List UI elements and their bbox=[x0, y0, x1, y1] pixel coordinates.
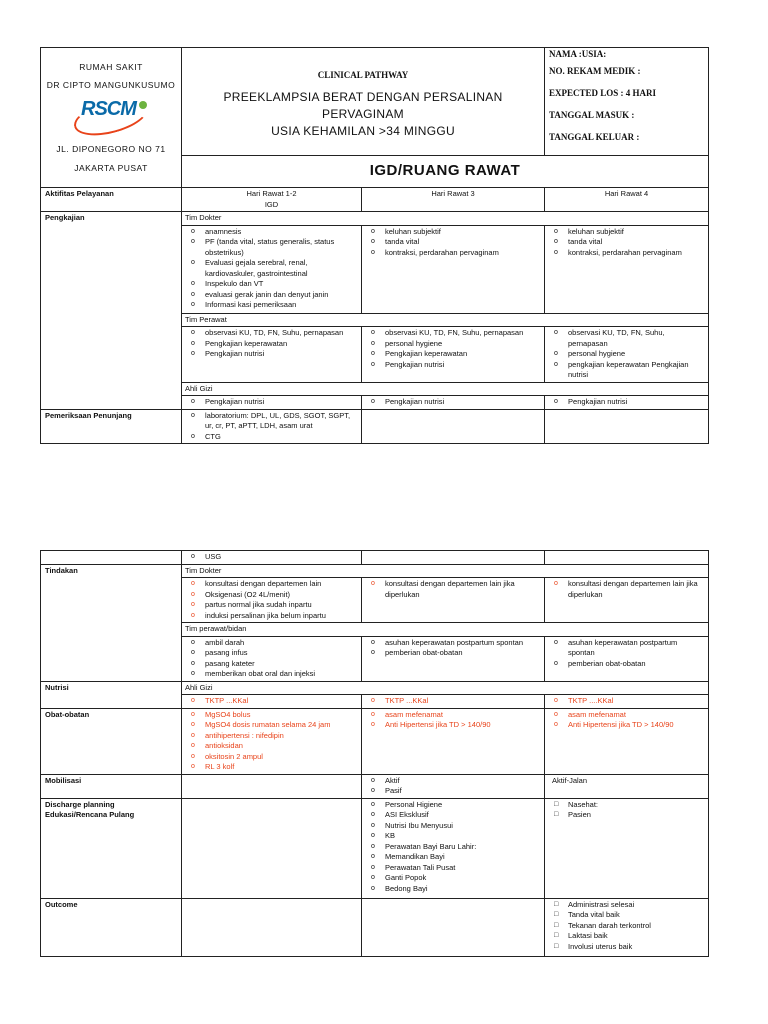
list-item: o Pengkajian nutrisi bbox=[365, 360, 541, 371]
patient-info-block bbox=[545, 48, 709, 156]
pengkajian-dokter-label: Tim Dokter bbox=[182, 212, 709, 226]
list-item: o Anti Hipertensi jika TD > 140/90 bbox=[548, 720, 705, 731]
list-item: o Pengkajian keperawatan bbox=[365, 349, 541, 360]
list-item: o anamnesis bbox=[185, 227, 358, 238]
row-label-discharge: Discharge planning Edukasi/Rencana Pulang bbox=[41, 798, 182, 898]
list-item: o observasi KU, TD, FN, Suhu, pernapasan bbox=[548, 328, 705, 349]
list-item: □ Tekanan darah terkontrol bbox=[548, 921, 705, 932]
tindakan-dokter-d12 bbox=[182, 578, 362, 623]
list-item: o observasi KU, TD, FN, Suhu, pernapasan bbox=[365, 328, 541, 339]
list-item: o partus normal jika sudah inpartu bbox=[185, 600, 358, 611]
list-item: o Aktif bbox=[365, 776, 541, 787]
list-item: o pemberian obat-obatan bbox=[548, 659, 705, 670]
list-item: □ Administrasi selesai bbox=[548, 900, 705, 911]
penunjang-d12 bbox=[182, 409, 362, 444]
list-item: o pasang infus bbox=[185, 648, 358, 659]
title-block bbox=[182, 48, 545, 156]
list-item: □ Tanda vital baik bbox=[548, 910, 705, 921]
list-item: o keluhan subjektif bbox=[548, 227, 705, 238]
pengkajian-dokter-d3 bbox=[362, 225, 545, 313]
list-item: o kontraksi, perdarahan pervaginam bbox=[365, 248, 541, 259]
list-item: o konsultasi dengan departemen lain jika diperlukan bbox=[365, 579, 541, 600]
list-item: o Informasi kasi pemeriksaan bbox=[185, 300, 358, 311]
list-item: o Perawatan Bayi Baru Lahir: bbox=[365, 842, 541, 853]
logo-dot-icon bbox=[139, 101, 147, 109]
list-item: o Inspekulo dan VT bbox=[185, 279, 358, 290]
list-item: □ Involusi uterus baik bbox=[548, 942, 705, 953]
list-item: o Pengkajian keperawatan bbox=[185, 339, 358, 350]
tindakan-dokter-d4 bbox=[545, 578, 709, 623]
list-item: o keluhan subjektif bbox=[365, 227, 541, 238]
penunjang-cont-d4 bbox=[545, 551, 709, 565]
list-item: o personal hygiene bbox=[365, 339, 541, 350]
list-item: o antihipertensi : nifedipin bbox=[185, 731, 358, 742]
list-item: o tanda vital bbox=[548, 237, 705, 248]
address-2: JAKARTA PUSAT bbox=[74, 162, 148, 173]
pengkajian-dokter-d4 bbox=[545, 225, 709, 313]
list-item: o ambil darah bbox=[185, 638, 358, 649]
list-item: o laboratorium: DPL, UL, GDS, SGOT, SGPT, ur, cr, PT, aPTT, LDH, asam urat bbox=[185, 411, 358, 432]
list-item: o induksi persalinan jika belum inpartu bbox=[185, 611, 358, 622]
list-item: □ Pasien bbox=[548, 810, 705, 821]
penunjang-cont-d3 bbox=[362, 551, 545, 565]
list-item: o observasi KU, TD, FN, Suhu, pernapasan bbox=[185, 328, 358, 339]
list-item: o CTG bbox=[185, 432, 358, 443]
pengkajian-perawat-d12 bbox=[182, 327, 362, 383]
list-item: o Ganti Popok bbox=[365, 873, 541, 884]
penunjang-cont-d12: o USG bbox=[182, 551, 362, 565]
list-item: □ Nasehat: bbox=[548, 800, 705, 811]
list-item: o pengkajian keperawatan Pengkajian nutrisi bbox=[548, 360, 705, 381]
location-title: IGD/RUANG RAWAT bbox=[182, 156, 709, 188]
list-item: o asuhan keperawatan postpartum spontan bbox=[365, 638, 541, 649]
tindakan-perawat-d3 bbox=[362, 636, 545, 681]
pengkajian-gizi-label: Ahli Gizi bbox=[182, 382, 709, 396]
pathway-table-page-2 bbox=[40, 550, 709, 957]
clinical-pathway-label: CLINICAL PATHWAY bbox=[317, 70, 409, 81]
list-item: o Nutrisi Ibu Menyusui bbox=[365, 821, 541, 832]
list-item: o Pengkajian nutrisi bbox=[185, 349, 358, 360]
col-day3: Hari Rawat 3 bbox=[362, 188, 545, 212]
list-item: o pasang kateter bbox=[185, 659, 358, 670]
list-item: o ASI Eksklusif bbox=[365, 810, 541, 821]
list-item: o konsultasi dengan departemen lain jika diperlukan bbox=[548, 579, 705, 600]
row-label-pengkajian: Pengkajian bbox=[41, 212, 182, 410]
list-item: o Anti Hipertensi jika TD > 140/90 bbox=[365, 720, 541, 731]
list-item: o personal hygiene bbox=[548, 349, 705, 360]
obat-d12 bbox=[182, 708, 362, 774]
pengkajian-perawat-label: Tim Perawat bbox=[182, 313, 709, 327]
col-activity: Aktifitas Pelayanan bbox=[41, 188, 182, 212]
penunjang-d3 bbox=[362, 409, 545, 444]
discharge-d3 bbox=[362, 798, 545, 898]
list-item: o asam mefenamat bbox=[365, 710, 541, 721]
tindakan-dokter-d3 bbox=[362, 578, 545, 623]
penunjang-cont-label bbox=[41, 551, 182, 565]
tindakan-perawat-d4 bbox=[545, 636, 709, 681]
list-item: o MgSO4 dosis rumatan selama 24 jam bbox=[185, 720, 358, 731]
pengkajian-gizi-d12: o Pengkajian nutrisi bbox=[182, 396, 362, 410]
nutrisi-d12: o TKTP ...KKal bbox=[182, 695, 362, 709]
row-label-penunjang: Pemeriksaan Penunjang bbox=[41, 409, 182, 444]
list-item: o tanda vital bbox=[365, 237, 541, 248]
mobilisasi-d12 bbox=[182, 774, 362, 798]
list-item: o memberikan obat oral dan injeksi bbox=[185, 669, 358, 680]
col-day4: Hari Rawat 4 bbox=[545, 188, 709, 212]
outcome-d4 bbox=[545, 898, 709, 956]
list-item: o Memandikan Bayi bbox=[365, 852, 541, 863]
list-item: o kontraksi, perdarahan pervaginam bbox=[548, 248, 705, 259]
list-item: o Bedong Bayi bbox=[365, 884, 541, 895]
list-item: o oksitosin 2 ampul bbox=[185, 752, 358, 763]
list-item: o Personal Higiene bbox=[365, 800, 541, 811]
list-item: o Evaluasi gejala serebral, renal, kardiovaskuler, gastrointestinal bbox=[185, 258, 358, 279]
list-item: o Perawatan Tali Pusat bbox=[365, 863, 541, 874]
pathway-table-page-1 bbox=[40, 47, 709, 444]
list-item: o RL 3 kolf bbox=[185, 762, 358, 773]
address-1: JL. DIPONEGORO NO 71 bbox=[56, 144, 166, 155]
title-line-2: PERVAGINAM bbox=[322, 106, 404, 121]
info-rekam-medik: NO. REKAM MEDIK : bbox=[549, 66, 641, 76]
list-item: o antioksidan bbox=[185, 741, 358, 752]
nutrisi-d3: o TKTP ...KKal bbox=[362, 695, 545, 709]
penunjang-d4 bbox=[545, 409, 709, 444]
discharge-d12 bbox=[182, 798, 362, 898]
list-item: o MgSO4 bolus bbox=[185, 710, 358, 721]
list-item: o Pasif bbox=[365, 786, 541, 797]
row-label-obat: Obat-obatan bbox=[41, 708, 182, 774]
list-item: o Oksigenasi (O2 4L/menit) bbox=[185, 590, 358, 601]
title-line-3: USIA KEHAMILAN >34 MINGGU bbox=[271, 123, 455, 138]
hospital-name-2: DR CIPTO MANGUNKUSUMO bbox=[46, 80, 176, 91]
pengkajian-perawat-d3 bbox=[362, 327, 545, 383]
outcome-d3 bbox=[362, 898, 545, 956]
row-label-mobilisasi: Mobilisasi bbox=[41, 774, 182, 798]
pengkajian-dokter-d12 bbox=[182, 225, 362, 313]
tindakan-dokter-label: Tim Dokter bbox=[182, 564, 709, 578]
pengkajian-gizi-d3: o Pengkajian nutrisi bbox=[362, 396, 545, 410]
obat-d4 bbox=[545, 708, 709, 774]
list-item: o asuhan keperawatan postpartum spontan bbox=[548, 638, 705, 659]
list-item: □ Laktasi baik bbox=[548, 931, 705, 942]
info-nama: NAMA :USIA: bbox=[549, 49, 607, 59]
outcome-d12 bbox=[182, 898, 362, 956]
list-item: o KB bbox=[365, 831, 541, 842]
pengkajian-gizi-d4: o Pengkajian nutrisi bbox=[545, 396, 709, 410]
list-item: o pemberian obat-obatan bbox=[365, 648, 541, 659]
hospital-name-1: RUMAH SAKIT bbox=[79, 61, 143, 72]
discharge-d4 bbox=[545, 798, 709, 898]
info-tanggal-masuk: TANGGAL MASUK : bbox=[549, 110, 635, 120]
title-line-1: PREEKLAMPSIA BERAT DENGAN PERSALINAN bbox=[223, 89, 503, 104]
tindakan-perawat-d12 bbox=[182, 636, 362, 681]
row-label-tindakan: Tindakan bbox=[41, 564, 182, 681]
row-label-outcome: Outcome bbox=[41, 898, 182, 956]
info-tanggal-keluar: TANGGAL KELUAR : bbox=[549, 132, 640, 142]
tindakan-perawat-label: Tim perawat/bidan bbox=[182, 623, 709, 637]
list-item: o evaluasi gerak janin dan denyut janin bbox=[185, 290, 358, 301]
obat-d3 bbox=[362, 708, 545, 774]
hospital-block bbox=[41, 48, 182, 188]
mobilisasi-d4: Aktif-Jalan bbox=[545, 774, 709, 798]
nutrisi-gizi-label: Ahli Gizi bbox=[182, 681, 709, 695]
row-label-nutrisi: Nutrisi bbox=[41, 681, 182, 708]
list-item: o PF (tanda vital, status generalis, status obstetrikus) bbox=[185, 237, 358, 258]
rscm-logo: RSCM bbox=[71, 99, 151, 131]
list-item: o konsultasi dengan departemen lain bbox=[185, 579, 358, 590]
pengkajian-perawat-d4 bbox=[545, 327, 709, 383]
nutrisi-d4: o TKTP ....KKal bbox=[545, 695, 709, 709]
info-expected-los: EXPECTED LOS : 4 HARI bbox=[549, 88, 657, 98]
mobilisasi-d3 bbox=[362, 774, 545, 798]
list-item: o asam mefenamat bbox=[548, 710, 705, 721]
col-day12: Hari Rawat 1-2 IGD bbox=[182, 188, 362, 212]
